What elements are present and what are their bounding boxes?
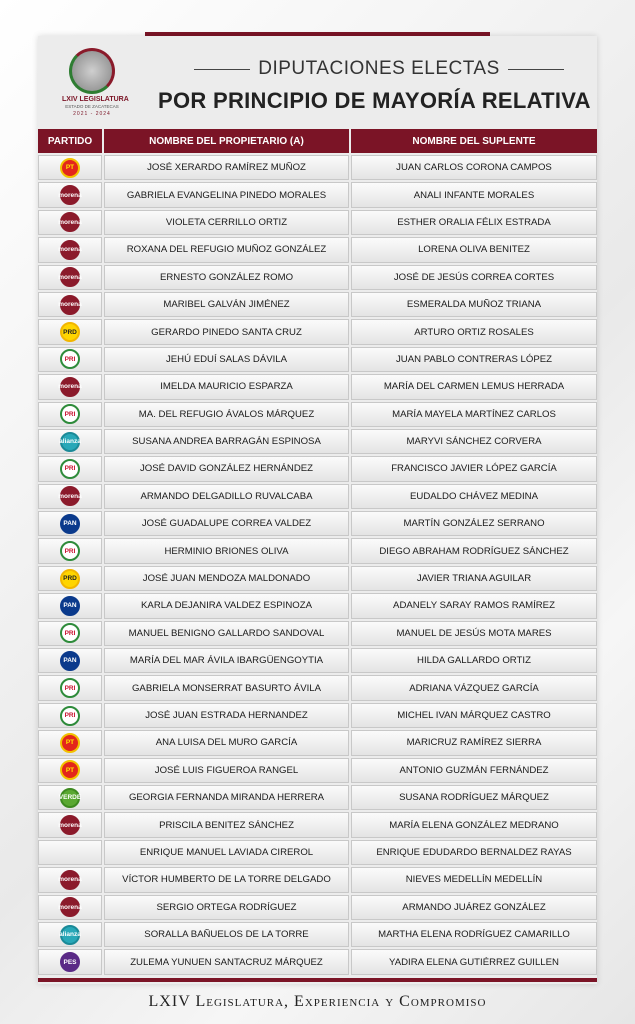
substitute-name-cell: ARTURO ORTIZ ROSALES [351, 319, 597, 344]
table-row [38, 292, 597, 317]
party-logo-icon: alianza [60, 432, 80, 452]
owner-name-cell: JOSÉ JUAN MENDOZA MALDONADO [104, 566, 349, 591]
substitute-name-cell: ANALI INFANTE MORALES [351, 182, 597, 207]
party-cell [38, 621, 102, 646]
substitute-name-cell: DIEGO ABRAHAM RODRÍGUEZ SÁNCHEZ [351, 538, 597, 563]
owner-name-cell: JOSÉ DAVID GONZÁLEZ HERNÁNDEZ [104, 456, 349, 481]
substitute-name-cell: MANUEL DE JESÚS MOTA MARES [351, 621, 597, 646]
table-row [38, 484, 597, 509]
table-body [38, 155, 597, 977]
owner-name-cell: MA. DEL REFUGIO ÁVALOS MÁRQUEZ [104, 402, 349, 427]
party-cell [38, 456, 102, 481]
substitute-name-cell: MARYVI SÁNCHEZ CORVERA [351, 429, 597, 454]
substitute-name-cell: YADIRA ELENA GUTIÉRREZ GUILLEN [351, 949, 597, 974]
substitute-name-cell: MARÍA ELENA GONZÁLEZ MEDRANO [351, 812, 597, 837]
owner-name-cell: JOSÉ XERARDO RAMÍREZ MUÑOZ [104, 155, 349, 180]
substitute-name-cell: SUSANA RODRÍGUEZ MÁRQUEZ [351, 785, 597, 810]
table-row [38, 648, 597, 673]
party-logo-icon: morena [60, 815, 80, 835]
table-row [38, 895, 597, 920]
logo-subtitle: ESTADO DE ZACATECAS [65, 104, 119, 109]
owner-name-cell: GEORGIA FERNANDA MIRANDA HERRERA [104, 785, 349, 810]
party-logo-icon: PRI [60, 349, 80, 369]
party-logo-icon: PRD [60, 569, 80, 589]
table-row [38, 319, 597, 344]
party-logo-icon: PRI [60, 678, 80, 698]
column-header-substitute: NOMBRE DEL SUPLENTE [351, 129, 597, 153]
title-text-1: DIPUTACIONES ELECTAS [258, 58, 500, 79]
party-logo-icon: morena [60, 486, 80, 506]
party-cell [38, 867, 102, 892]
substitute-name-cell: MARÍA MAYELA MARTÍNEZ CARLOS [351, 402, 597, 427]
party-logo-icon: morena [60, 267, 80, 287]
owner-name-cell: GERARDO PINEDO SANTA CRUZ [104, 319, 349, 344]
header [38, 36, 597, 129]
party-cell [38, 758, 102, 783]
party-logo-icon: morena [60, 240, 80, 260]
substitute-name-cell: ESMERALDA MUÑOZ TRIANA [351, 292, 597, 317]
party-cell [38, 703, 102, 728]
substitute-name-cell: JUAN PABLO CONTRERAS LÓPEZ [351, 347, 597, 372]
party-cell [38, 347, 102, 372]
owner-name-cell: IMELDA MAURICIO ESPARZA [104, 374, 349, 399]
substitute-name-cell: MARÍA DEL CARMEN LEMUS HERRADA [351, 374, 597, 399]
party-cell [38, 593, 102, 618]
table-row [38, 949, 597, 974]
substitute-name-cell: HILDA GALLARDO ORTIZ [351, 648, 597, 673]
owner-name-cell: GABRIELA EVANGELINA PINEDO MORALES [104, 182, 349, 207]
party-logo-icon: morena [60, 897, 80, 917]
party-cell [38, 155, 102, 180]
owner-name-cell: PRISCILA BENITEZ SÁNCHEZ [104, 812, 349, 837]
table-row [38, 812, 597, 837]
table-row [38, 621, 597, 646]
party-logo-icon: PAN [60, 651, 80, 671]
party-cell [38, 675, 102, 700]
owner-name-cell: VÍCTOR HUMBERTO DE LA TORRE DELGADO [104, 867, 349, 892]
table-row [38, 511, 597, 536]
substitute-name-cell: JAVIER TRIANA AGUILAR [351, 566, 597, 591]
party-logo-icon: morena [60, 212, 80, 232]
party-cell [38, 265, 102, 290]
party-cell [38, 538, 102, 563]
party-logo-icon: morena [60, 295, 80, 315]
party-logo-icon: morena [60, 377, 80, 397]
party-cell [38, 566, 102, 591]
party-cell [38, 648, 102, 673]
substitute-name-cell: ESTHER ORALIA FÉLIX ESTRADA [351, 210, 597, 235]
party-logo-icon: PAN [60, 596, 80, 616]
substitute-name-cell: MARTÍN GONZÁLEZ SERRANO [351, 511, 597, 536]
party-cell [38, 840, 102, 865]
footer-slogan: LXIV Legislatura, Experiencia y Compromiso [148, 993, 487, 1010]
substitute-name-cell: MICHEL IVAN MÁRQUEZ CASTRO [351, 703, 597, 728]
results-card [38, 36, 597, 984]
table-row [38, 566, 597, 591]
party-logo-icon: PT [60, 158, 80, 178]
substitute-name-cell: MARICRUZ RAMÍREZ SIERRA [351, 730, 597, 755]
party-logo-icon: VERDE [60, 788, 80, 808]
party-cell [38, 895, 102, 920]
owner-name-cell: HERMINIO BRIONES OLIVA [104, 538, 349, 563]
table-row [38, 237, 597, 262]
table-row [38, 456, 597, 481]
owner-name-cell: JOSÉ GUADALUPE CORREA VALDEZ [104, 511, 349, 536]
table-row [38, 182, 597, 207]
party-cell [38, 402, 102, 427]
owner-name-cell: MARIBEL GALVÁN JIMÉNEZ [104, 292, 349, 317]
table-row [38, 210, 597, 235]
substitute-name-cell: JOSÉ DE JESÚS CORREA CORTES [351, 265, 597, 290]
table-row [38, 429, 597, 454]
owner-name-cell: SORALLA BAÑUELOS DE LA TORRE [104, 922, 349, 947]
party-cell [38, 785, 102, 810]
owner-name-cell: ERNESTO GONZÁLEZ ROMO [104, 265, 349, 290]
column-header-party: PARTIDO [38, 129, 102, 153]
party-cell [38, 812, 102, 837]
party-cell [38, 210, 102, 235]
party-logo-icon: PRI [60, 459, 80, 479]
owner-name-cell: ARMANDO DELGADILLO RUVALCABA [104, 484, 349, 509]
party-cell [38, 949, 102, 974]
substitute-name-cell: ADRIANA VÁZQUEZ GARCÍA [351, 675, 597, 700]
party-cell [38, 292, 102, 317]
bottom-accent-bar [38, 978, 597, 982]
table-row [38, 758, 597, 783]
owner-name-cell: MARÍA DEL MAR ÁVILA IBARGÜENGOYTIA [104, 648, 349, 673]
table-row [38, 840, 597, 865]
owner-name-cell: SUSANA ANDREA BARRAGÁN ESPINOSA [104, 429, 349, 454]
logo-years: 2021 - 2024 [73, 111, 111, 117]
title-rule-left [194, 69, 250, 70]
table-row [38, 675, 597, 700]
substitute-name-cell: ENRIQUE EDUDARDO BERNALDEZ RAYAS [351, 840, 597, 865]
owner-name-cell: JOSÉ LUIS FIGUEROA RANGEL [104, 758, 349, 783]
owner-name-cell: JOSÉ JUAN ESTRADA HERNANDEZ [104, 703, 349, 728]
party-cell [38, 182, 102, 207]
owner-name-cell: ZULEMA YUNUEN SANTACRUZ MÁRQUEZ [104, 949, 349, 974]
owner-name-cell: ANA LUISA DEL MURO GARCÍA [104, 730, 349, 755]
party-cell [38, 922, 102, 947]
table-row [38, 155, 597, 180]
substitute-name-cell: NIEVES MEDELLÍN MEDELLÍN [351, 867, 597, 892]
party-cell [38, 319, 102, 344]
owner-name-cell: SERGIO ORTEGA RODRÍGUEZ [104, 895, 349, 920]
page-title: POR PRINCIPIO DE MAYORÍA RELATIVA [158, 88, 591, 113]
seal-icon [69, 48, 115, 94]
party-logo-icon: morena [60, 185, 80, 205]
party-cell [38, 429, 102, 454]
column-header-owner: NOMBRE DEL PROPIETARIO (A) [104, 129, 349, 153]
party-cell [38, 511, 102, 536]
party-logo-icon: PAN [60, 514, 80, 534]
substitute-name-cell: FRANCISCO JAVIER LÓPEZ GARCÍA [351, 456, 597, 481]
party-logo-icon: alianza [60, 925, 80, 945]
owner-name-cell: GABRIELA MONSERRAT BASURTO ÁVILA [104, 675, 349, 700]
owner-name-cell: ROXANA DEL REFUGIO MUÑOZ GONZÁLEZ [104, 237, 349, 262]
party-logo-icon: morena [60, 870, 80, 890]
owner-name-cell: ENRIQUE MANUEL LAVIADA CIREROL [104, 840, 349, 865]
owner-name-cell: JEHÚ EDUÍ SALAS DÁVILA [104, 347, 349, 372]
owner-name-cell: VIOLETA CERRILLO ORTIZ [104, 210, 349, 235]
party-logo-icon: PT [60, 760, 80, 780]
substitute-name-cell: ANTONIO GUZMÁN FERNÁNDEZ [351, 758, 597, 783]
table-row [38, 785, 597, 810]
table-row [38, 922, 597, 947]
substitute-name-cell: LORENA OLIVA BENITEZ [351, 237, 597, 262]
party-logo-icon: PES [60, 952, 80, 972]
logo-title: LXIV LEGISLATURA [62, 96, 129, 103]
owner-name-cell: MANUEL BENIGNO GALLARDO SANDOVAL [104, 621, 349, 646]
table-header [38, 129, 597, 153]
substitute-name-cell: MARTHA ELENA RODRÍGUEZ CAMARILLO [351, 922, 597, 947]
substitute-name-cell: EUDALDO CHÁVEZ MEDINA [351, 484, 597, 509]
party-cell [38, 730, 102, 755]
table-row [38, 593, 597, 618]
party-logo-icon: PRI [60, 404, 80, 424]
party-logo-icon: PRI [60, 706, 80, 726]
title-line-1 [194, 58, 564, 80]
table-row [38, 538, 597, 563]
owner-name-cell: KARLA DEJANIRA VALDEZ ESPINOZA [104, 593, 349, 618]
table-row [38, 402, 597, 427]
party-logo-icon: PRD [60, 322, 80, 342]
table-row [38, 703, 597, 728]
substitute-name-cell: JUAN CARLOS CORONA CAMPOS [351, 155, 597, 180]
party-logo-icon: PRI [60, 541, 80, 561]
table-row [38, 867, 597, 892]
table-row [38, 265, 597, 290]
substitute-name-cell: ARMANDO JUÁREZ GONZÁLEZ [351, 895, 597, 920]
table-row [38, 730, 597, 755]
party-cell [38, 237, 102, 262]
substitute-name-cell: ADANELY SARAY RAMOS RAMÍREZ [351, 593, 597, 618]
table-row [38, 347, 597, 372]
party-logo-icon: PRI [60, 623, 80, 643]
party-cell [38, 374, 102, 399]
party-cell [38, 484, 102, 509]
table-row [38, 374, 597, 399]
party-logo-icon: PT [60, 733, 80, 753]
legislature-logo [62, 48, 129, 120]
title-rule-right [508, 69, 564, 70]
